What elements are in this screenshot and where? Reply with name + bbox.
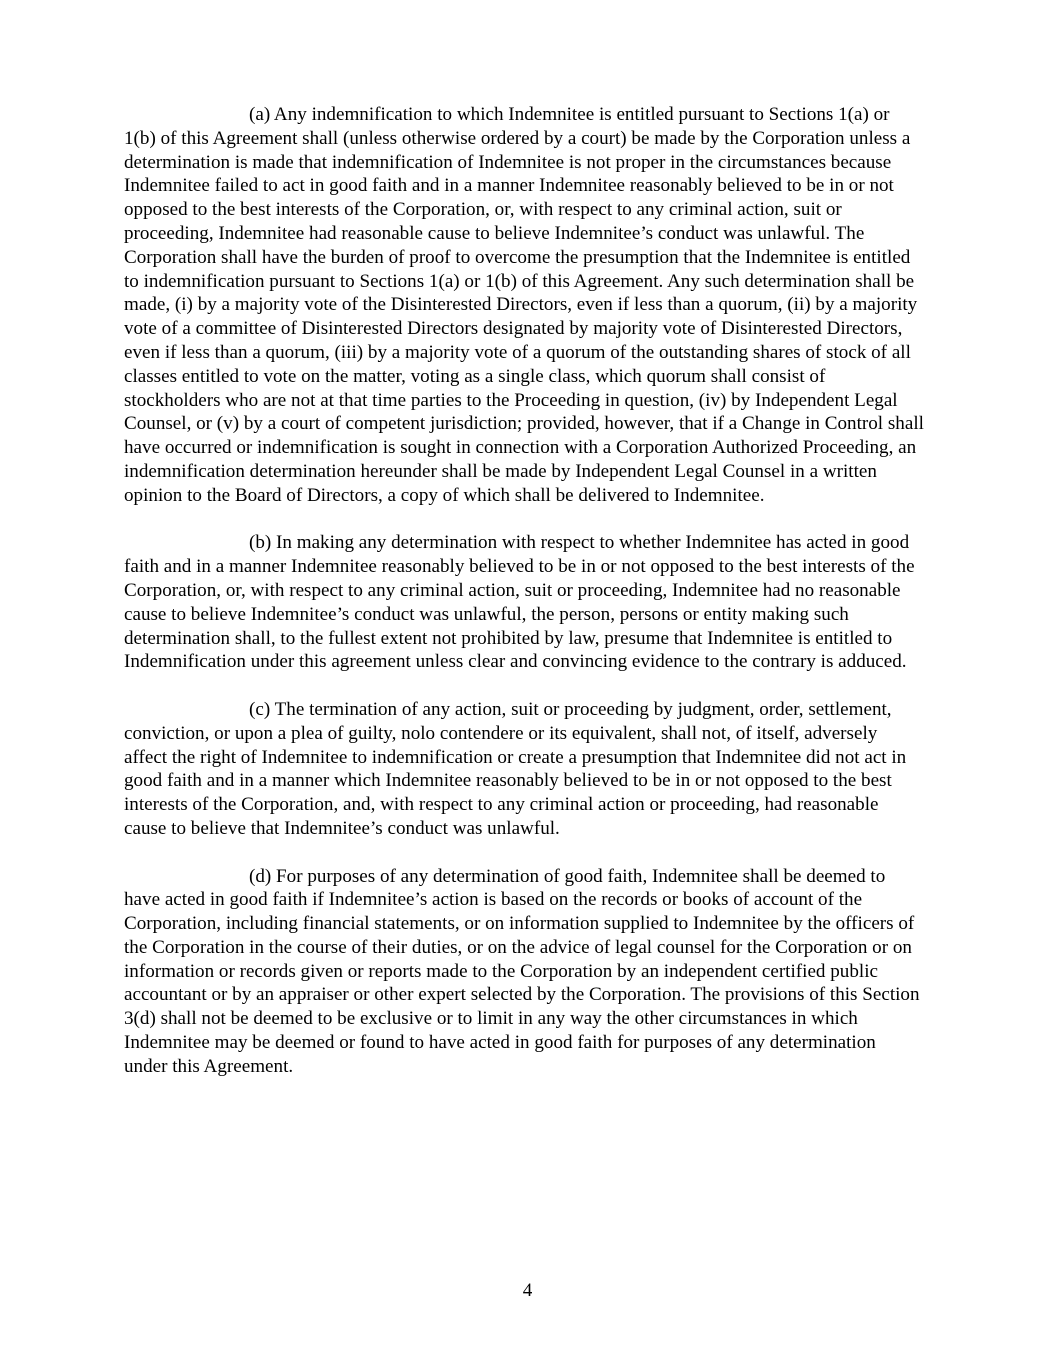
paragraph-3b: (b) In making any determination with respect to whether Indemnitee has acted in good faith and in a manner Indemnitee reasonably believed to be in or not opposed to the best interests of the Corporation, or, with respect to any criminal action, suit or proceeding, Indemnitee had no reasonable cause to believe Indemnitee’s conduct was unlawful, the person, persons or entity making such determination shall, to the fullest extent not prohibited by law, presume that Indemnitee is entitled to Indemnification under this agreement unless clear and convincing evidence to the contrary is adduced.	[124, 532, 915, 673]
document-body	[124, 103, 924, 1102]
paragraph-3c: (c) The termination of any action, suit or proceeding by judgment, order, settlement, conviction, or upon a plea of guilty, nolo contendere or its equivalent, shall not, of itself, adversely affect the right of Indemnitee to indemnification or create a presumption that Indemnitee did not act in good faith and in a manner which Indemnitee reasonably believed to be in or not opposed to the best interests of the Corporation, and, with respect to any criminal action or proceeding, had reasonable cause to believe that Indemnitee’s conduct was unlawful.	[124, 698, 907, 839]
paragraph-3d: (d) For purposes of any determination of good faith, Indemnitee shall be deemed to have acted in good faith if Indemnitee’s action is based on the records or books of account of the Corporation, including financial statements, or on information supplied to Indemnitee by the officers of the Corporation in the course of their duties, or on the advice of legal counsel for the Corporation or on information or records given or reports made to the Corporation by an independent certified public accountant or by an appraiser or other expert selected by the Corporation. The provisions of this Section 3(d) shall not be deemed to be exclusive or to limit in any way the other circumstances in which Indemnitee may be deemed or found to have acted in good faith for purposes of any determination under this Agreement.	[124, 865, 920, 1077]
paragraph-3a: (a) Any indemnification to which Indemnitee is entitled pursuant to Sections 1(a) or 1(b) of this Agreement shall (unless otherwise ordered by a court) be made by the Corporation unless a determination is made that indemnification of Indemnitee is not proper in the circumstances because Indemnitee failed to act in good faith and in a manner Indemnitee reasonably believed to be in or not opposed to the best interests of the Corporation, or, with respect to any criminal action, suit or proceeding, Indemnitee had reasonable cause to believe Indemnitee’s conduct was unlawful. The Corporation shall have the burden of proof to overcome the presumption that the Indemnitee is entitled to indemnification pursuant to Sections 1(a) or 1(b) of this Agreement. Any such determination shall be made, (i) by a majority vote of the Disinterested Directors, even if less than a quorum, (ii) by a majority vote of a committee of Disinterested Directors designated by majority vote of Disinterested Directors, even if less than a quorum, (iii) by a majority vote of a quorum of the outstanding shares of stock of all classes entitled to vote on the matter, voting as a single class, which quorum shall consist of stockholders who are not at that time parties to the Proceeding in question, (iv) by Independent Legal Counsel, or (v) by a court of competent jurisdiction; provided, however, that if a Change in Control shall have occurred or indemnification is sought in connection with a Corporation Authorized Proceeding, an indemnification determination hereunder shall be made by Independent Legal Counsel in a written opinion to the Board of Directors, a copy of which shall be delivered to Indemnitee.	[124, 104, 924, 506]
page-number: 4	[522, 1280, 533, 1301]
